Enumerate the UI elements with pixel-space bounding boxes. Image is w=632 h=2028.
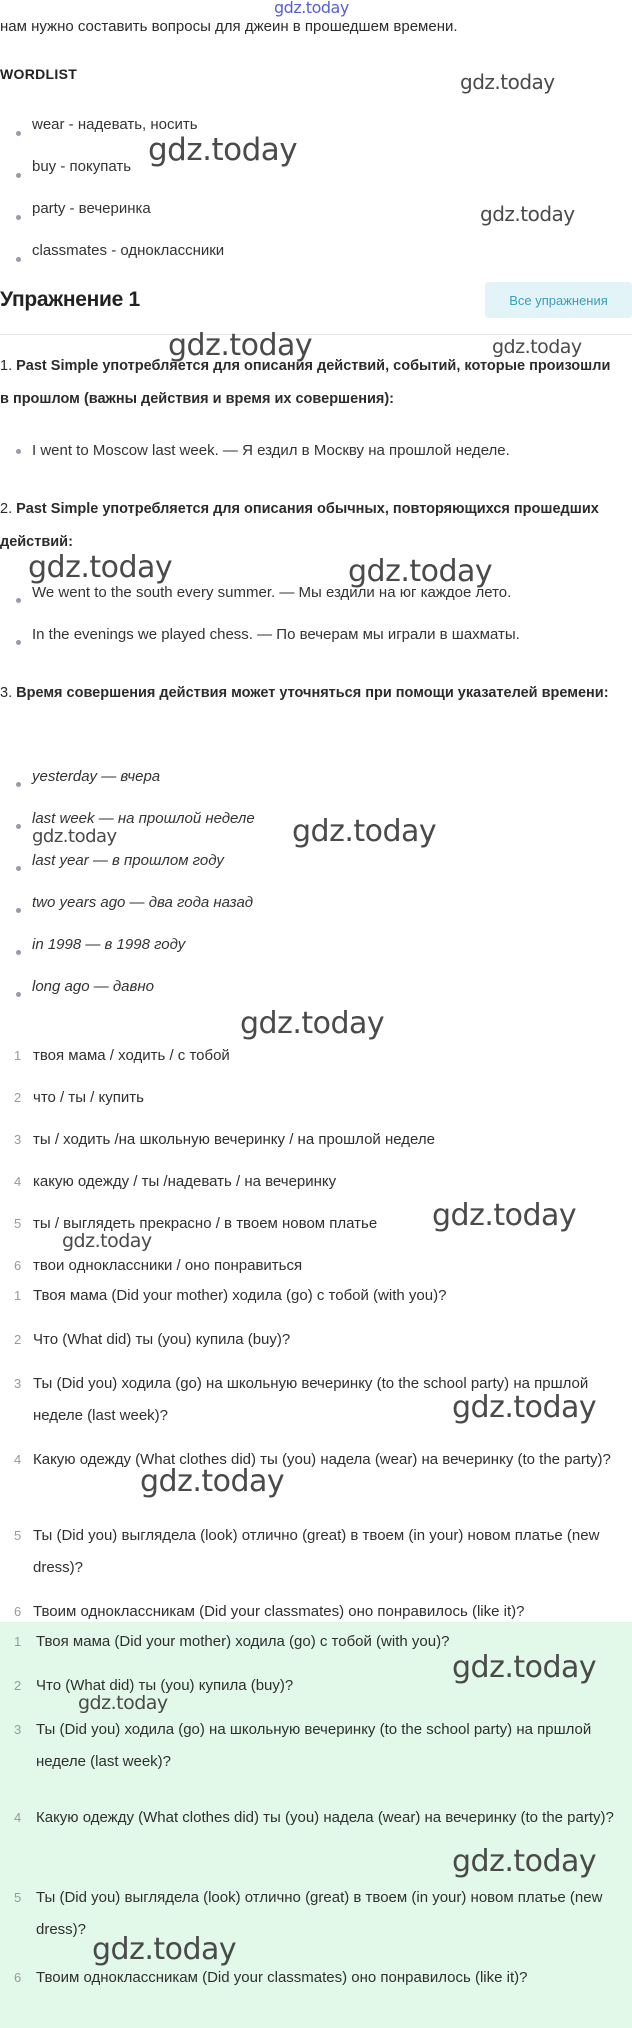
item-text: Ты (Did you) выглядела (look) отлично (great) в твоем (in your) новом платье (new dress)?: [36, 1889, 603, 1938]
watermark: gdz.today: [168, 328, 313, 363]
item-number: 1: [14, 1634, 22, 1649]
watermark: gdz.today: [140, 1464, 285, 1499]
rule-number: 3.: [0, 685, 13, 701]
watermark: gdz.today: [28, 550, 173, 585]
watermark: gdz.today: [452, 1844, 597, 1879]
list-item: I went to Moscow last week. — Я ездил в Москву на прошлой неделе.: [14, 437, 510, 465]
watermark: gdz.today: [148, 132, 298, 168]
watermark: gdz.today: [452, 1650, 597, 1685]
rule-1-examples: [14, 437, 510, 465]
list-item: long ago — давно: [14, 973, 255, 1015]
list-item: In the evenings we played chess. — По вечерам мы играли в шахматы.: [14, 621, 520, 663]
item-number: 4: [14, 1452, 22, 1467]
watermark: gdz.today: [432, 1198, 577, 1233]
item-number: 6: [14, 1604, 22, 1619]
item-text: Что (What did) ты (you) купила (buy)?: [36, 1677, 294, 1694]
list-item: last week — на прошлой неделе: [14, 805, 255, 847]
list-item: in 1998 — в 1998 году: [14, 931, 255, 973]
item-text: Ты (Did you) выглядела (look) отлично (great) в твоем (in your) новом платье (new dress)?: [33, 1527, 600, 1576]
watermark: gdz.today: [460, 70, 555, 94]
item-text: твои одноклассники / оно понравиться: [33, 1257, 303, 1274]
item-number: 2: [14, 1678, 22, 1693]
list-item: yesterday — вчера: [14, 763, 255, 805]
list-item: last year — в прошлом году: [14, 847, 255, 889]
rule-3: [0, 677, 620, 710]
item-text: твоя мама / ходить / с тобой: [33, 1047, 230, 1064]
item-number: 1: [14, 1288, 22, 1303]
item-number: 6: [14, 1970, 22, 1985]
item-number: 5: [14, 1216, 22, 1231]
item-number: 4: [14, 1174, 22, 1189]
item-number: 3: [14, 1376, 22, 1391]
list-item: party - вечеринка: [14, 196, 224, 238]
rule-text: Past Simple употребляется для описания обычных, повторяющихся прошедших действий:: [0, 501, 599, 550]
item-text: ты / выглядеть прекрасно / в твоем новом платье: [33, 1215, 378, 1232]
item-number: 5: [14, 1890, 22, 1905]
item-text: Ты (Did you) ходила (go) на школьную вечеринку (to the school party) на пршлой неделе (last week)?: [33, 1375, 589, 1424]
item-text: что / ты / купить: [33, 1089, 144, 1106]
item-number: 4: [14, 1810, 22, 1825]
item-text: какую одежду / ты /надевать / на вечеринку: [33, 1173, 337, 1190]
rule-text: Время совершения действия может уточняться при помощи указателей времени:: [16, 685, 609, 701]
item-text: Что (What did) ты (you) купила (buy)?: [33, 1331, 291, 1348]
item-text: Какую одежду (What clothes did) ты (you) надела (wear) на вечеринку (to the party)?: [33, 1451, 611, 1468]
item-number: 6: [14, 1258, 22, 1273]
watermark: gdz.today: [492, 336, 582, 358]
wordlist-title: WORDLIST: [0, 66, 78, 82]
watermark: gdz.today: [452, 1390, 597, 1425]
item-text: Твоим одноклассникам (Did your classmates) оно понравилось (like it)?: [36, 1969, 528, 1986]
divider: [0, 334, 632, 335]
list-item: We went to the south every summer. — Мы ездили на юг каждое лето.: [14, 579, 520, 621]
item-text: ты / ходить /на школьную вечеринку / на прошлой неделе: [33, 1131, 435, 1148]
intro-text: нам нужно составить вопросы для джеин в прошедшем времени.: [0, 18, 458, 35]
item-number: 2: [14, 1332, 22, 1347]
item-number: 3: [14, 1722, 22, 1737]
time-markers: [14, 763, 255, 1015]
rule-number: 1.: [0, 358, 13, 374]
watermark: gdz.today: [62, 1230, 152, 1252]
rule-number: 2.: [0, 501, 13, 517]
watermark: gdz.today: [78, 1692, 168, 1714]
exercise-title: Упражнение 1: [0, 288, 140, 311]
item-number: 2: [14, 1090, 22, 1105]
list-item: classmates - одноклассники: [14, 238, 224, 280]
watermark: gdz.today: [32, 826, 117, 847]
all-exercises-button[interactable]: Все упражнения: [485, 282, 632, 318]
watermark: gdz.today: [480, 202, 575, 226]
watermark: gdz.today: [240, 1006, 385, 1041]
item-number: 1: [14, 1048, 22, 1063]
item-number: 3: [14, 1132, 22, 1147]
watermark: gdz.today: [348, 554, 493, 589]
item-number: 5: [14, 1528, 22, 1543]
item-text: Какую одежду (What clothes did) ты (you) надела (wear) на вечеринку (to the party)?: [36, 1809, 614, 1826]
list-item: two years ago — два года назад: [14, 889, 255, 931]
watermark: gdz.today: [92, 1932, 237, 1967]
item-text: Твоя мама (Did your mother) ходила (go) с тобой (with you)?: [36, 1633, 450, 1650]
rule-2-examples: [14, 579, 520, 663]
watermark: gdz.today: [292, 814, 437, 849]
watermark: gdz.today: [274, 0, 349, 17]
item-text: Твоя мама (Did your mother) ходила (go) с тобой (with you)?: [33, 1287, 447, 1304]
rule-text: Past Simple употребляется для описания действий, событий, которые произошли в прошлом (важны действия и время их совершения):: [0, 358, 611, 407]
item-text: Ты (Did you) ходила (go) на школьную вечеринку (to the school party) на пршлой неделе (last week)?: [36, 1721, 592, 1770]
list-item: wear - надевать, носить: [14, 112, 224, 154]
list-item: buy - покупать: [14, 154, 224, 196]
item-text: Твоим одноклассникам (Did your classmates) оно понравилось (like it)?: [33, 1603, 525, 1620]
